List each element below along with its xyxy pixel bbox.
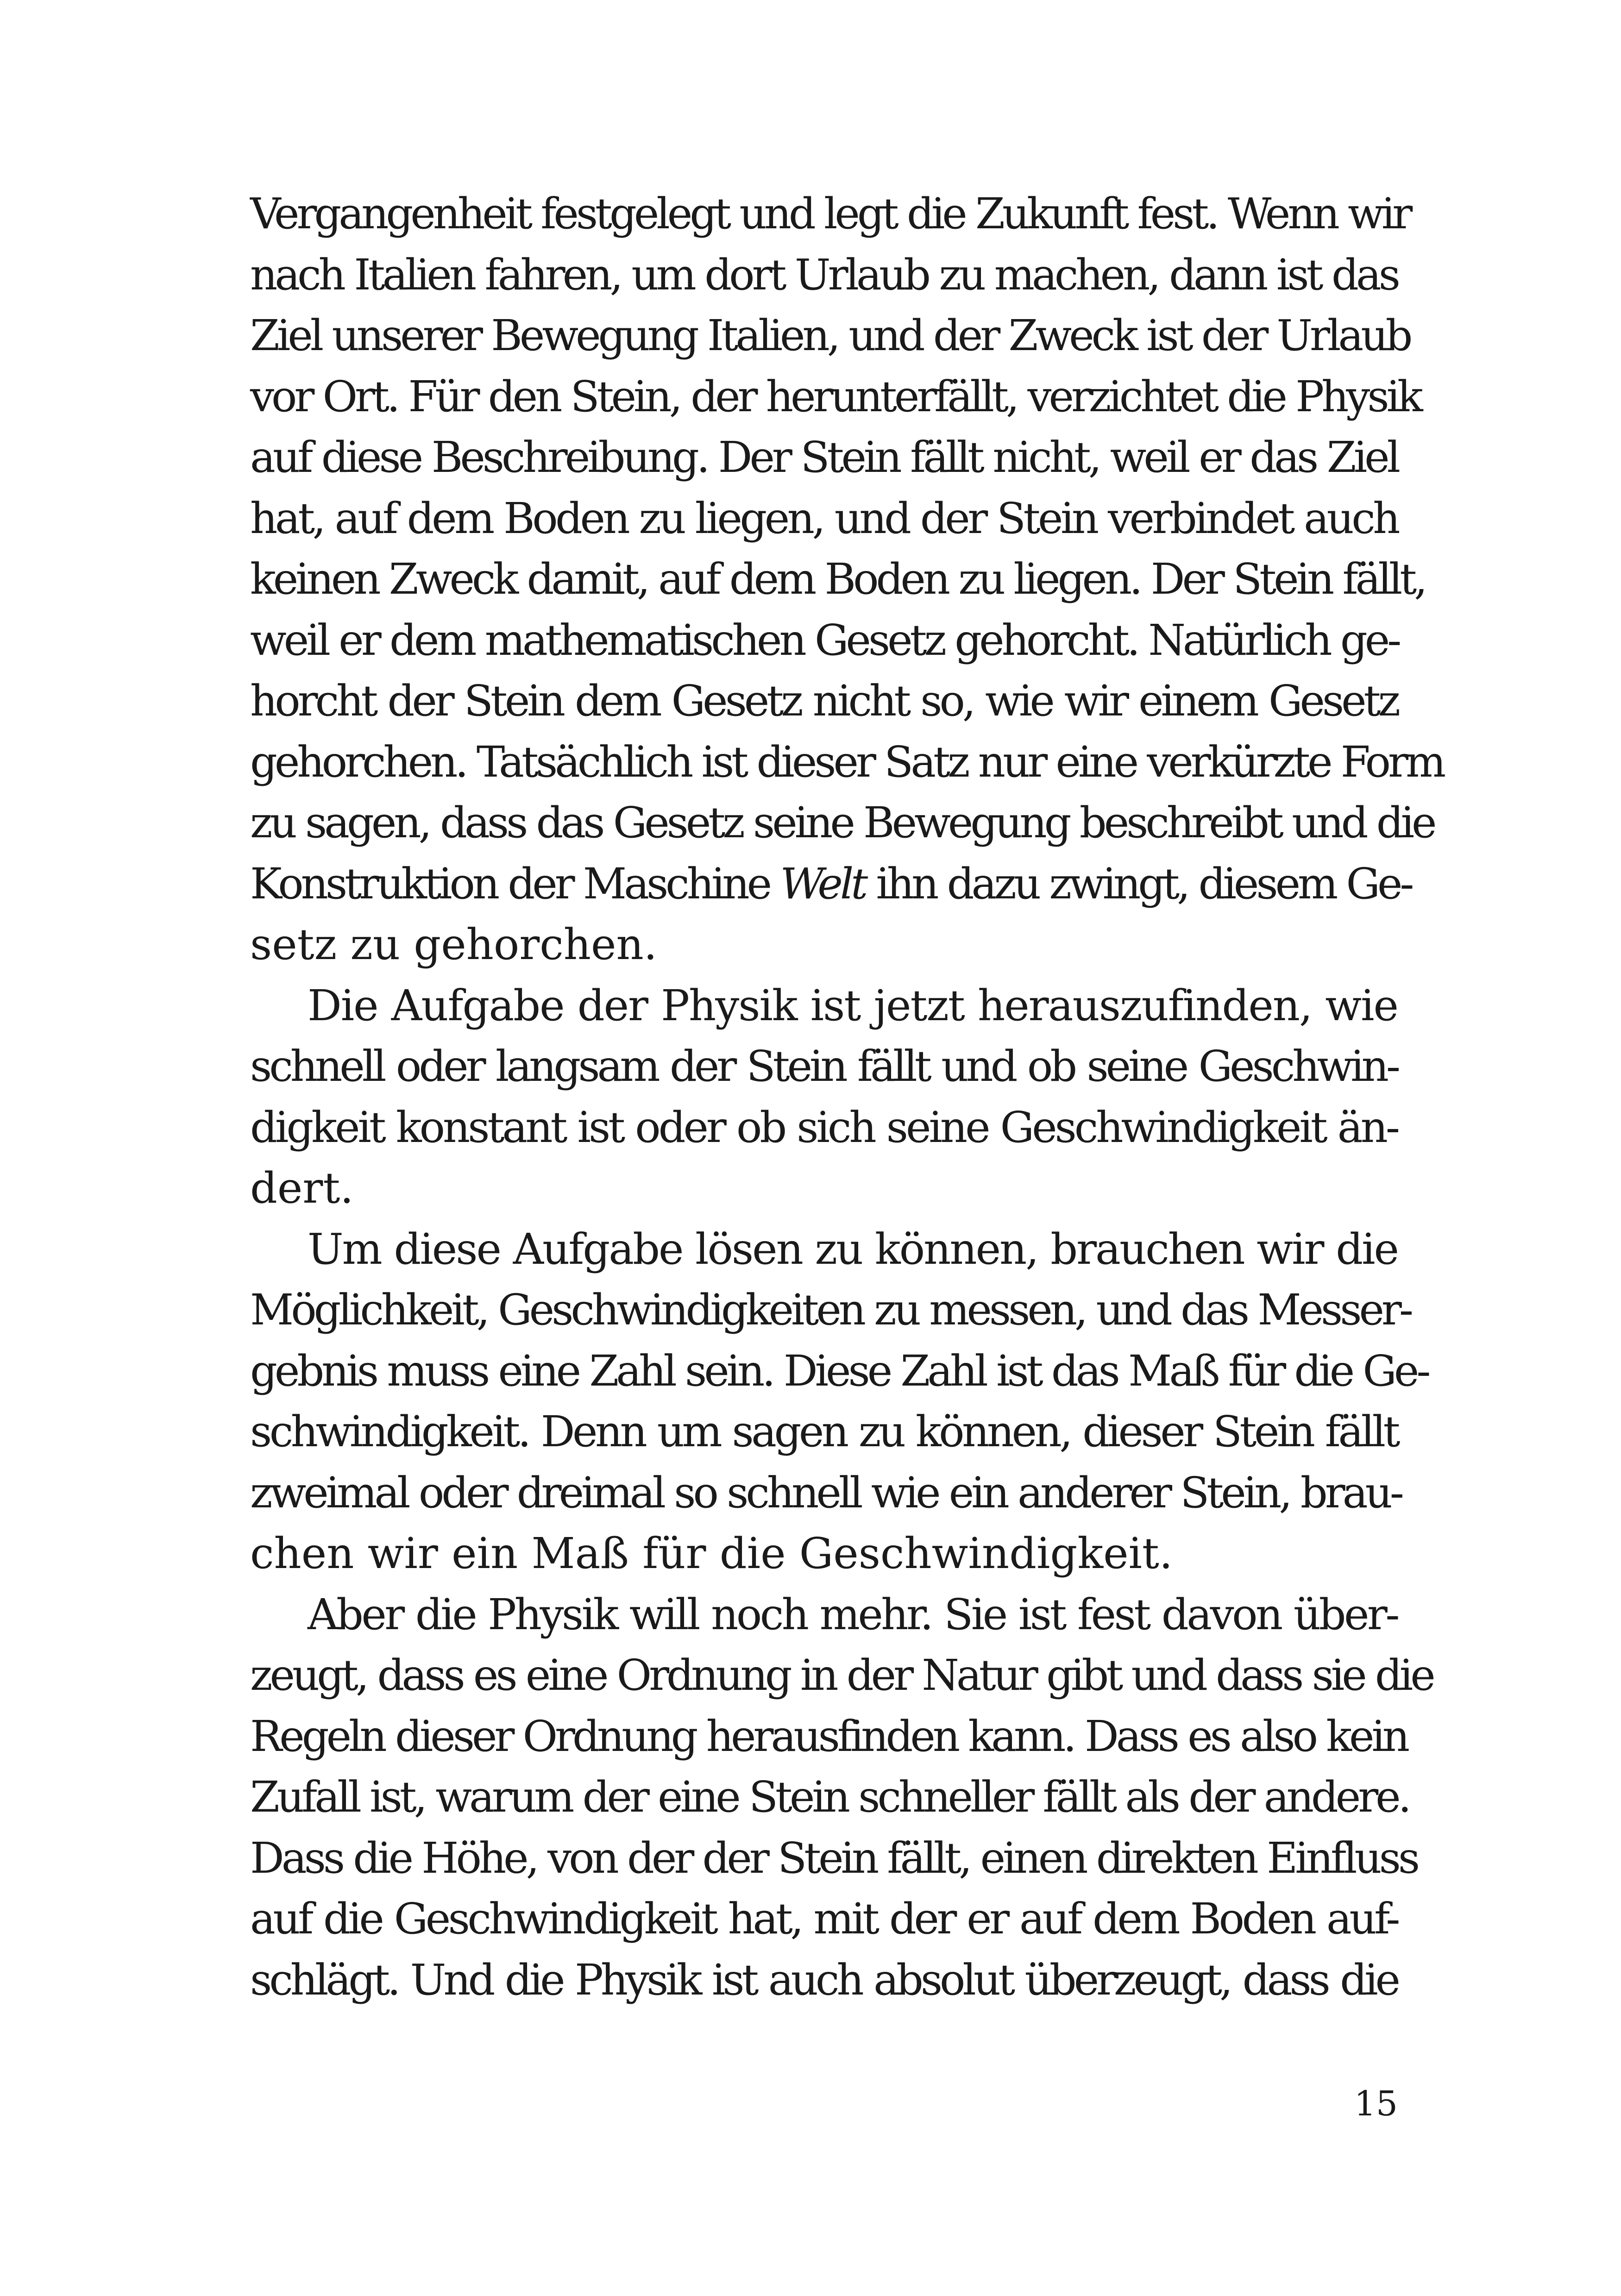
- text-line: Dass die Höhe, von der der Stein fällt, einen direkten Einfluss: [250, 1833, 1418, 1883]
- text-line: gehorchen. Tatsächlich ist dieser Satz nur eine verkürzte Form: [250, 737, 1444, 787]
- text-line: Ziel unserer Bewegung Italien, und der Zweck ist der Urlaub: [250, 311, 1410, 360]
- text-line: schwindigkeit. Denn um sagen zu können, dieser Stein fällt: [250, 1407, 1398, 1456]
- text-line: zeugt, dass es eine Ordnung in der Natur gibt und dass sie die: [250, 1650, 1433, 1700]
- text-line: setz zu gehorchen.: [250, 920, 657, 969]
- text-line: Die Aufgabe der Physik ist jetzt herauszufinden, wie: [308, 980, 1398, 1030]
- text-line: schlägt. Und die Physik ist auch absolut überzeugt, dass die: [250, 1955, 1398, 2005]
- text-line: auf diese Beschreibung. Der Stein fällt nicht, weil er das Ziel: [250, 433, 1398, 482]
- text-line: gebnis muss eine Zahl sein. Diese Zahl ist das Maß für die Ge-: [250, 1346, 1428, 1396]
- text-line: schnell oder langsam der Stein fällt und ob seine Geschwin-: [250, 1041, 1398, 1091]
- text-line: dert.: [250, 1163, 354, 1213]
- text-line: horcht der Stein dem Gesetz nicht so, wie wir einem Gesetz: [250, 676, 1398, 726]
- text-line: zu sagen, dass das Gesetz seine Bewegung beschreibt und die: [250, 798, 1434, 847]
- emphasis: Welt: [780, 859, 866, 909]
- text-line: Konstruktion der Maschine Welt ihn dazu zwingt, diesem Ge-: [250, 859, 1412, 909]
- text-line: Regeln dieser Ordnung herausfinden kann. Dass es also kein: [250, 1711, 1407, 1761]
- text-line: Um diese Aufgabe lösen zu können, brauchen wir die: [308, 1224, 1398, 1274]
- text-line: Möglichkeit, Geschwindigkeiten zu messen, und das Messer-: [250, 1285, 1411, 1335]
- text-line: nach Italien fahren, um dort Urlaub zu machen, dann ist das: [250, 250, 1398, 300]
- body-text: [250, 183, 1444, 2010]
- text-line: keinen Zweck damit, auf dem Boden zu liegen. Der Stein fällt,: [250, 554, 1425, 604]
- text-line: zweimal oder dreimal so schnell wie ein anderer Stein, brau-: [250, 1468, 1401, 1518]
- text-line: Zufall ist, warum der eine Stein schneller fällt als der andere.: [250, 1772, 1409, 1822]
- text-line: Vergangenheit festgelegt und legt die Zukunft fest. Wenn wir: [250, 189, 1410, 238]
- text-line: weil er dem mathematischen Gesetz gehorcht. Natürlich ge-: [250, 615, 1399, 665]
- text-line: vor Ort. Für den Stein, der herunterfällt, verzichtet die Physik: [250, 371, 1420, 421]
- text-line: Aber die Physik will noch mehr. Sie ist fest davon über-: [308, 1589, 1398, 1639]
- text-line: auf die Geschwindigkeit hat, mit der er auf dem Boden auf-: [250, 1894, 1398, 1944]
- page-number: 15: [1354, 2084, 1398, 2124]
- text-line: digkeit konstant ist oder ob sich seine Geschwindigkeit än-: [250, 1102, 1398, 1152]
- text-line: chen wir ein Maß für die Geschwindigkeit.: [250, 1529, 1173, 1578]
- text-line: hat, auf dem Boden zu liegen, und der Stein verbindet auch: [250, 493, 1398, 543]
